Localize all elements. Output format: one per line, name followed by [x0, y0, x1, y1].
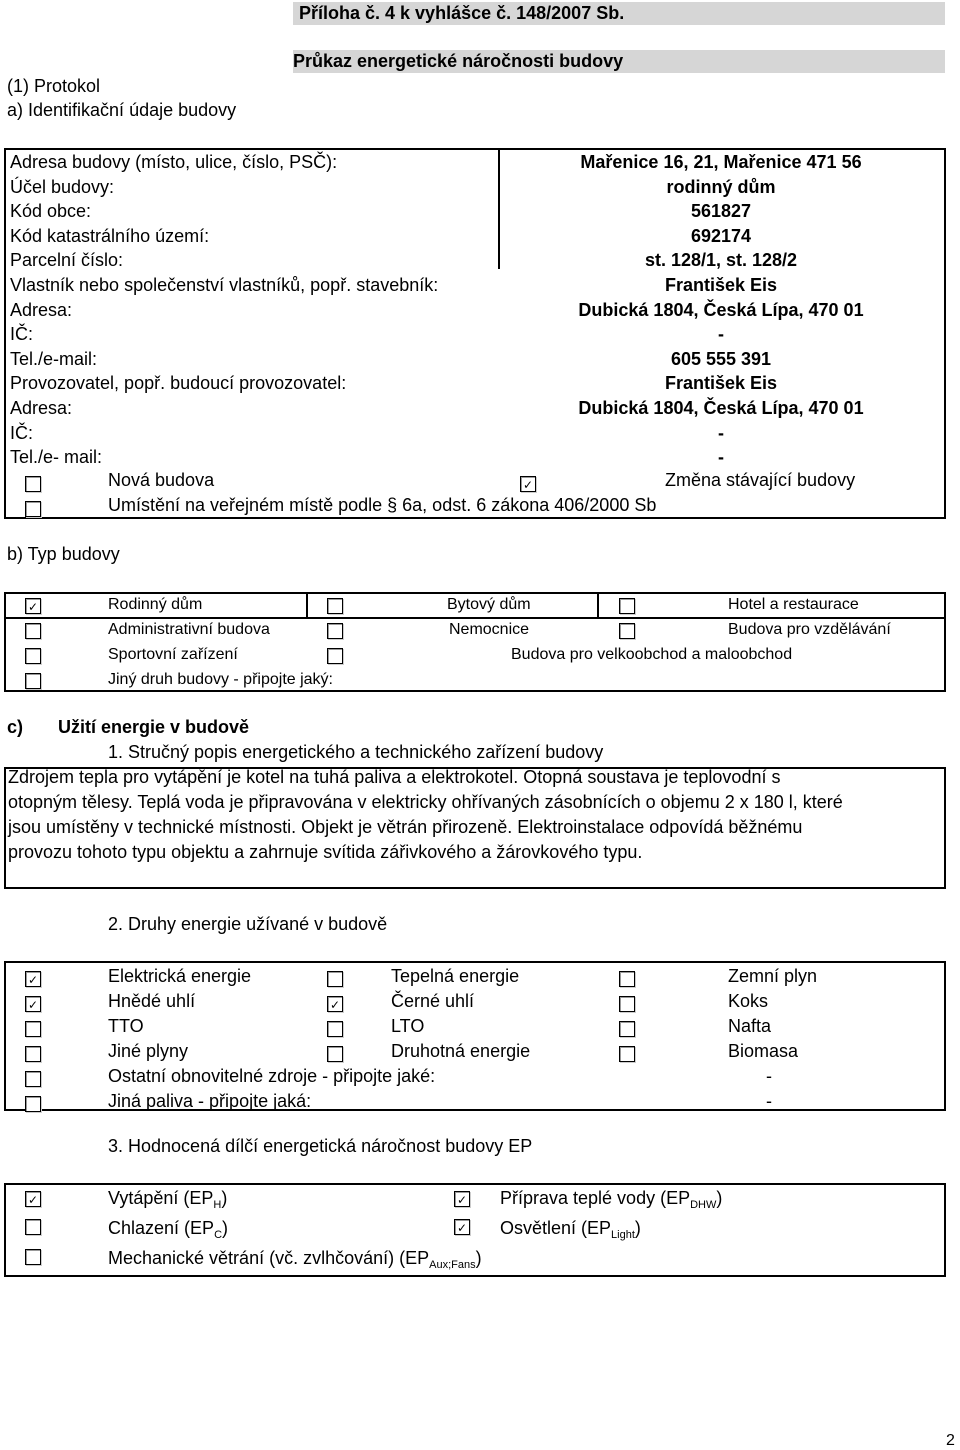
- public-place-text: Umístění na veřejném místě podle: [108, 495, 383, 515]
- identification-row: [6, 421, 944, 446]
- building-type-checkbox[interactable]: [25, 648, 41, 664]
- identification-value: Dubická 1804, Česká Lípa, 470 01: [578, 299, 864, 320]
- energy-type-checkbox[interactable]: [327, 971, 343, 987]
- other-fuel-label: Jiná paliva - připojte jaká:: [108, 1091, 312, 1111]
- subsection-3-heading: 3. Hodnocená dílčí energetická náročnost budovy EP: [108, 1136, 533, 1156]
- ep-lighting-subscript: Light: [611, 1229, 635, 1241]
- other-fuel-value: -: [766, 1091, 772, 1111]
- building-type-label: Administrativní budova: [108, 621, 270, 638]
- identification-label: Adresa:: [10, 398, 73, 418]
- ep-dhw-subscript: DHW: [690, 1199, 717, 1211]
- identification-value: Mařenice 16, 21, Mařenice 471 56: [580, 152, 862, 172]
- other-renewable-label: Ostatní obnovitelné zdroje - připojte jaké:: [108, 1066, 436, 1086]
- energy-type-checkbox[interactable]: [619, 971, 635, 987]
- identification-value: -: [718, 324, 724, 345]
- document-title: Průkaz energetické náročnosti budovy: [293, 51, 624, 71]
- description-line: otopným tělesy. Teplá voda je připravována v elektricky ohřívaných zásobnících o objemu 2 x 180 l, které: [8, 792, 843, 812]
- ep-lighting-check-icon: ✓: [456, 1221, 468, 1235]
- ep-cooling-close: ): [222, 1218, 229, 1238]
- identification-row: [6, 224, 944, 249]
- ep-ventilation-label: [108, 1248, 482, 1271]
- identification-value: Dubická 1804, Česká Lípa, 470 01: [578, 398, 864, 418]
- identification-value: -: [718, 422, 724, 443]
- energy-type-label: Tepelná energie: [391, 966, 520, 986]
- energy-type-check-icon: ✓: [27, 973, 39, 987]
- other-fuel-checkbox[interactable]: [25, 1096, 41, 1112]
- energy-type-label: Hnědé uhlí: [108, 991, 196, 1011]
- building-type-label: Bytový dům: [447, 596, 531, 613]
- building-type-checkbox[interactable]: [25, 598, 41, 614]
- public-place-checkbox[interactable]: [25, 501, 41, 517]
- building-type-label: Hotel a restaurace: [728, 596, 859, 613]
- identification-row: [6, 347, 944, 372]
- identification-label: Tel./e- mail:: [10, 447, 103, 468]
- protocol-heading: (1) Protokol: [7, 76, 101, 96]
- energy-type-check-icon: ✓: [329, 998, 341, 1012]
- identification-value: 605 555 391: [670, 348, 772, 369]
- section-c-heading: Užití energie v budově: [58, 717, 250, 737]
- ep-lighting-close: ): [634, 1218, 641, 1238]
- identification-value: -: [718, 447, 724, 468]
- title-band: [293, 50, 945, 73]
- building-type-checkbox[interactable]: [25, 623, 41, 639]
- energy-type-label: LTO: [391, 1016, 425, 1036]
- new-building-label: Nová budova: [108, 470, 215, 490]
- identification-row: [6, 248, 944, 273]
- building-type-label: Budova pro vzdělávání: [728, 621, 891, 638]
- section-b-heading: b) Typ budovy: [7, 544, 120, 564]
- ep-ventilation-close: ): [475, 1248, 482, 1268]
- identification-label: Kód obce:: [10, 201, 92, 222]
- change-building-check: ✓: [522, 478, 534, 492]
- energy-type-checkbox[interactable]: [25, 996, 41, 1012]
- new-building-checkbox[interactable]: [25, 476, 41, 492]
- energy-type-label: Černé uhlí: [391, 991, 475, 1011]
- identification-value: František Eis: [664, 275, 778, 295]
- description-line: Zdrojem tepla pro vytápění je kotel na tuhá paliva a elektrokotel. Otopná soustava je teplovodní s: [8, 767, 781, 787]
- description-line: provozu tohoto typu objektu a zahrnuje svítida zářivkového a žárovkového typu.: [8, 842, 643, 862]
- identification-label: Provozovatel, popř. budoucí provozovatel:: [10, 373, 347, 394]
- identification-label: IČ:: [10, 324, 34, 345]
- section-a-heading: a) Identifikační údaje budovy: [7, 100, 237, 120]
- identification-label: IČ:: [10, 422, 34, 443]
- identification-row: [6, 445, 944, 470]
- energy-type-checkbox[interactable]: [25, 1021, 41, 1037]
- ep-dhw-text: Příprava teplé vody (EP: [500, 1188, 691, 1208]
- ep-heating-close: ): [221, 1188, 228, 1208]
- identification-value: rodinný dům: [666, 176, 776, 197]
- ep-heating-text: Vytápění (EP: [108, 1188, 214, 1208]
- ep-dhw-checkbox[interactable]: [454, 1191, 470, 1207]
- energy-type-label: Druhotná energie: [391, 1041, 531, 1061]
- identification-value: František Eis: [664, 373, 778, 394]
- building-type-label: Nemocnice: [449, 621, 530, 638]
- ep-cooling-text: Chlazení (EP: [108, 1218, 215, 1238]
- ep-ventilation-subscript: Aux;Fans: [429, 1259, 476, 1271]
- energy-type-label: TTO: [108, 1016, 144, 1036]
- ep-lighting-checkbox[interactable]: [454, 1219, 470, 1235]
- ep-dhw-check-icon: ✓: [456, 1193, 468, 1207]
- energy-type-label: Jiné plyny: [108, 1041, 189, 1061]
- energy-type-checkbox[interactable]: [327, 1021, 343, 1037]
- annex-band: [293, 2, 945, 25]
- paragraph-sign-icon: §: [387, 495, 398, 515]
- other-renewable-checkbox[interactable]: [25, 1071, 41, 1087]
- change-building-label: Změna stávající budovy: [665, 470, 856, 490]
- identification-value: 692174: [690, 225, 752, 246]
- identification-label: Adresa budovy (místo, ulice, číslo, PSČ):: [10, 152, 338, 172]
- building-type-checkbox[interactable]: [327, 648, 343, 664]
- building-type-checkbox[interactable]: [327, 623, 343, 639]
- ep-cooling-label: [108, 1218, 228, 1241]
- ep-heating-subscript: H: [213, 1199, 222, 1211]
- ep-heating-checkbox[interactable]: [25, 1191, 41, 1207]
- identification-row: [6, 322, 944, 347]
- page-number: 2: [946, 1432, 955, 1449]
- energy-type-checkbox[interactable]: [327, 1046, 343, 1062]
- energy-type-label: Biomasa: [728, 1041, 799, 1061]
- description-line: jsou umístěny v technické místnosti. Objekt je větrán přirozeně. Elektroinstalace odpovídá běžnému: [8, 817, 803, 837]
- energy-type-label: Elektrická energie: [108, 966, 252, 986]
- energy-type-checkbox[interactable]: [619, 1046, 635, 1062]
- identification-row: [6, 175, 944, 200]
- ep-cooling-subscript: C: [214, 1229, 223, 1241]
- identification-label: Vlastník nebo společenství vlastníků, popř. stavebník:: [10, 275, 439, 295]
- building-type-check-icon: ✓: [27, 600, 39, 614]
- energy-type-checkbox[interactable]: [619, 996, 635, 1012]
- subsection-2-heading: 2. Druhy energie užívané v budově: [108, 914, 388, 934]
- identification-row: [6, 150, 944, 175]
- other-renewable-value: -: [766, 1066, 772, 1086]
- identification-label: Parcelní číslo:: [10, 250, 124, 271]
- building-type-label: Rodinný dům: [108, 596, 203, 613]
- identification-row: [6, 396, 944, 421]
- building-type-checkbox[interactable]: [327, 598, 343, 614]
- identification-label: Tel./e-mail:: [10, 348, 98, 369]
- ep-dhw-label: [500, 1188, 722, 1211]
- ep-lighting-label: [500, 1218, 641, 1241]
- building-type-label: Budova pro velkoobchod a maloobchod: [511, 646, 793, 663]
- identification-table: [4, 148, 946, 519]
- building-type-checkbox[interactable]: [619, 623, 635, 639]
- energy-type-label: Nafta: [728, 1016, 772, 1036]
- building-type-label: Jiný druh budovy - připojte jaký:: [108, 671, 333, 688]
- ep-ventilation-text: Mechanické větrání (vč. zvlhčování) (EP: [108, 1248, 430, 1268]
- public-place-paragraph: 6a, odst. 6 zákona 406/2000 Sb: [402, 495, 657, 515]
- change-building-checkbox[interactable]: [520, 476, 536, 492]
- identification-row: [6, 298, 944, 323]
- annex-text: Příloha č. 4 k vyhlášce č. 148/2007 Sb.: [299, 3, 625, 23]
- energy-type-checkbox[interactable]: [327, 996, 343, 1012]
- public-place-label: [108, 495, 656, 516]
- building-type-checkbox[interactable]: [25, 673, 41, 689]
- ep-heating-check-icon: ✓: [27, 1193, 39, 1207]
- energy-type-checkbox[interactable]: [619, 1021, 635, 1037]
- identification-row: [6, 273, 944, 298]
- energy-type-checkbox[interactable]: [25, 1046, 41, 1062]
- ep-heating-label: [108, 1188, 227, 1211]
- energy-type-label: Koks: [728, 991, 769, 1011]
- identification-value: st. 128/1, st. 128/2: [644, 250, 798, 271]
- subsection-1-heading: 1. Stručný popis energetického a technického zařízení budovy: [108, 742, 604, 762]
- identification-label: Kód katastrálního území:: [10, 225, 210, 246]
- identification-row: [6, 371, 944, 396]
- building-type-checkbox[interactable]: [619, 598, 635, 614]
- identification-label: Adresa:: [10, 299, 73, 320]
- identification-label: Účel budovy:: [10, 176, 115, 197]
- identification-row: [6, 199, 944, 224]
- ep-dhw-close: ): [716, 1188, 723, 1208]
- energy-type-check-icon: ✓: [27, 998, 39, 1012]
- ep-ventilation-checkbox[interactable]: [25, 1249, 41, 1265]
- building-type-label: Sportovní zařízení: [108, 646, 238, 663]
- ep-lighting-text: Osvětlení (EP: [500, 1218, 612, 1238]
- energy-type-checkbox[interactable]: [25, 971, 41, 987]
- section-c-letter: c): [7, 717, 24, 737]
- ep-cooling-checkbox[interactable]: [25, 1219, 41, 1235]
- identification-value: 561827: [690, 201, 752, 222]
- energy-type-label: Zemní plyn: [728, 966, 818, 986]
